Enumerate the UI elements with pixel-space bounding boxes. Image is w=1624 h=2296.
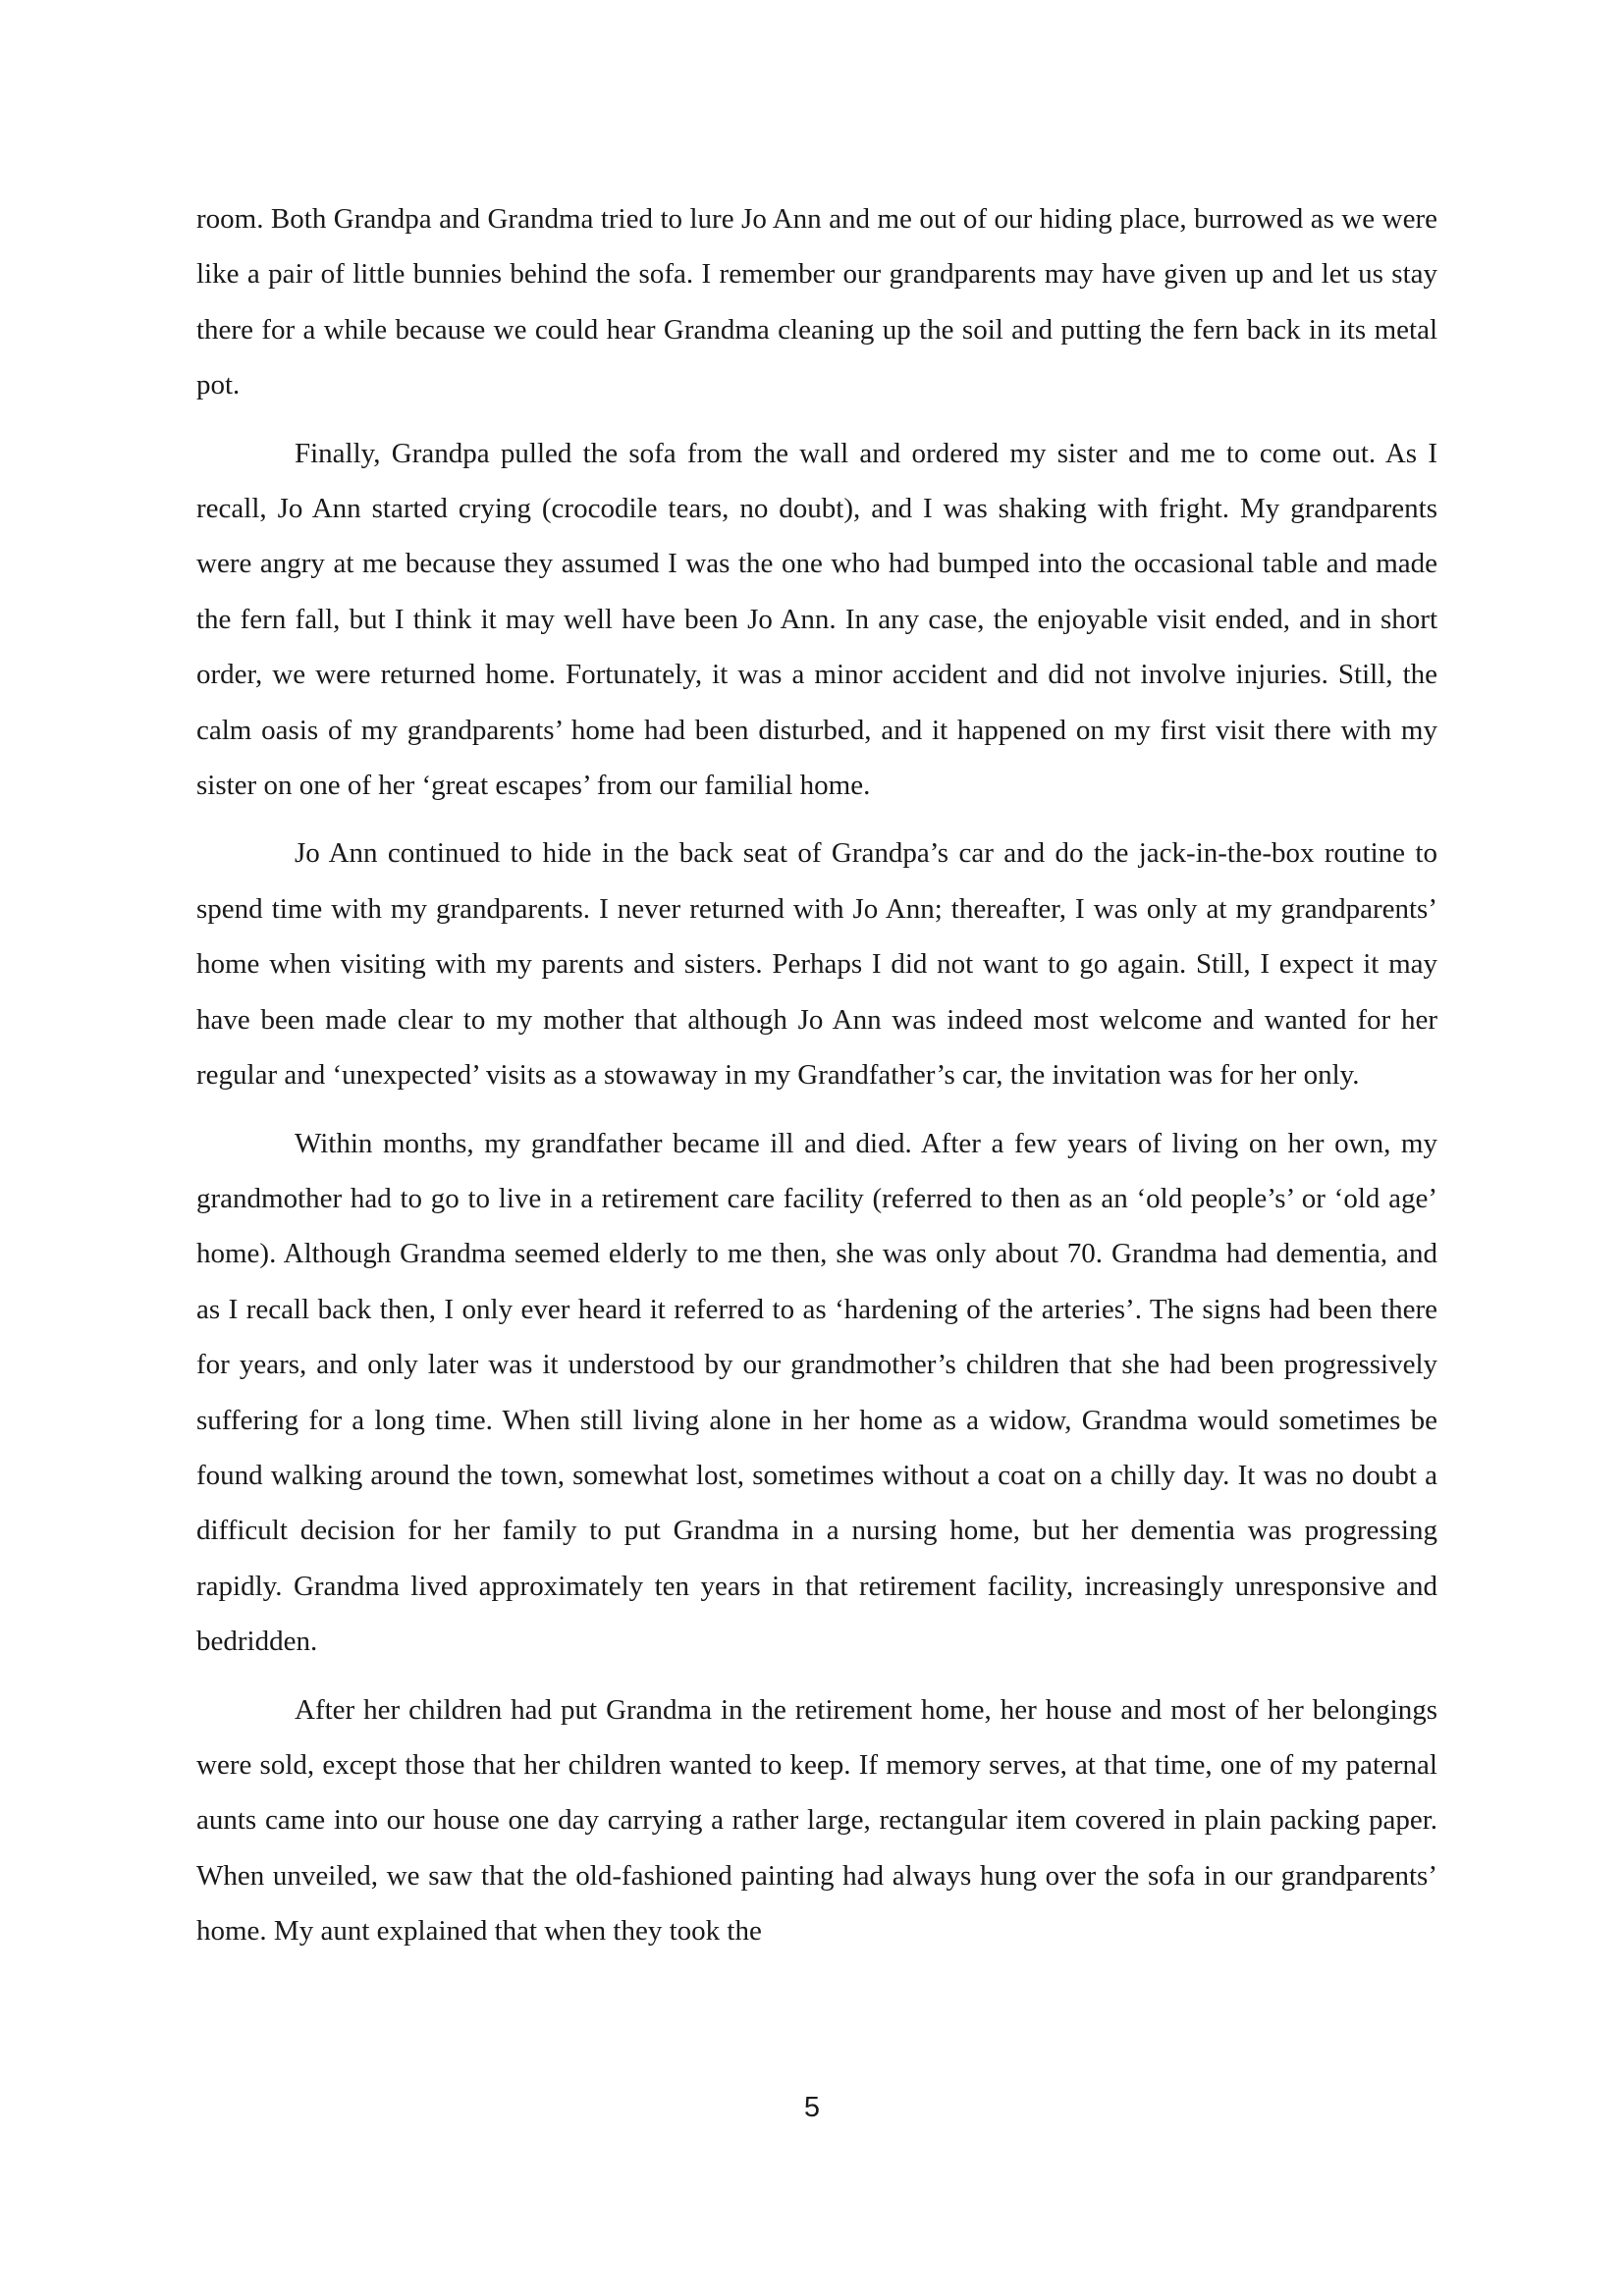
paragraph-grandmother-dementia: Within months, my grandfather became ill and died. After a few years of living on her own, my grandmother had to go to live in a retirement care facility (referred to then as an ‘old people’s’ or ‘old age’ home). Although Grandma seemed elderly to me then, she was only about 70. Grandma had dementia, and as I recall back then, I only ever heard it referred to as ‘hardening of the arteries’. The signs had been there for years, and only later was it understood by our grandmother’s children that she had been progressively suffering for a long time. When still living alone in her home as a widow, Grandma would sometimes be found walking around the town, somewhat lost, sometimes without a coat on a chilly day. It was no doubt a difficult decision for her family to put Grandma in a nursing home, but her dementia was progressing rapidly. Grandma lived approximately ten years in that retirement facility, increasingly unresponsive and bedridden.	[196, 1127, 1437, 1658]
paragraph-painting: After her children had put Grandma in the retirement home, her house and most of her belongings were sold, except those that her children wanted to keep. If memory serves, at that time, one of my paternal aunts came into our house one day carrying a rather large, rectangular item covered in plain packing paper. When unveiled, we saw that the old-fashioned painting had always hung over the sofa in our grandparents’ home. My aunt explained that when they took the	[196, 1693, 1437, 1948]
paragraph-stowaway: Jo Ann continued to hide in the back seat of Grandpa’s car and do the jack-in-the-box routine to spend time with my grandparents. I never returned with Jo Ann; thereafter, I was only at my grandparents’ home when visiting with my parents and sisters. Perhaps I did not want to go again. Still, I expect it may have been made clear to my mother that although Jo Ann was indeed most welcome and wanted for her regular and ‘unexpected’ visits as a stowaway in my Grandfather’s car, the invitation was for her only.	[196, 837, 1437, 1092]
paragraph-continuation: room. Both Grandpa and Grandma tried to lure Jo Ann and me out of our hiding place, burrowed as we were like a pair of little bunnies behind the sofa. I remember our grandparents may have given up and let us stay there for a while because we could hear Grandma cleaning up the soil and putting the fern back in its metal pot.	[196, 203, 1437, 401]
paragraph-sofa-pulled: Finally, Grandpa pulled the sofa from the wall and ordered my sister and me to come out. As I recall, Jo Ann started crying (crocodile tears, no doubt), and I was shaking with fright. My grandparents were angry at me because they assumed I was the one who had bumped into the occasional table and made the fern fall, but I think it may well have been Jo Ann. In any case, the enjoyable visit ended, and in short order, we were returned home. Fortunately, it was a minor accident and did not involve injuries. Still, the calm oasis of my grandparents’ home had been disturbed, and it happened on my first visit there with my sister on one of her ‘great escapes’ from our familial home.	[196, 437, 1437, 802]
body-text	[196, 191, 1437, 1972]
page-number: 5	[803, 2092, 821, 2123]
